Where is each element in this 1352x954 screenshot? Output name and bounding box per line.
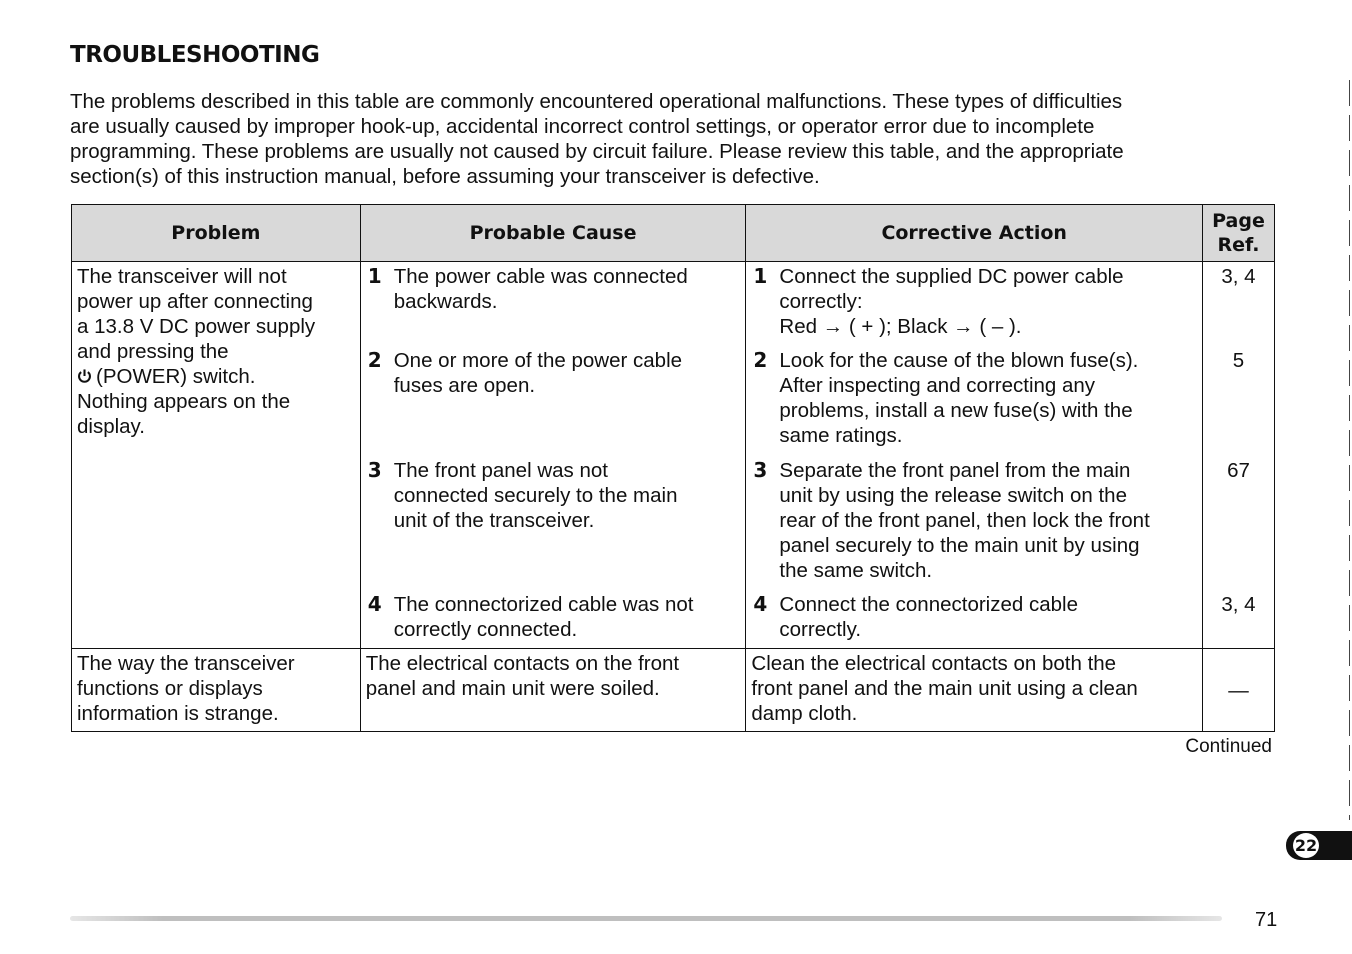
problem-line: functions or displays xyxy=(77,677,263,700)
intro-line: are usually caused by improper hook-up, accidental incorrect control settings, or operator error due to incomplete xyxy=(70,115,1095,138)
intro-line: programming. These problems are usually not caused by circuit failure. Please review this table, and the appropriate xyxy=(70,140,1124,163)
action-line: correctly: xyxy=(779,290,863,313)
chapter-number-badge: 22 xyxy=(1293,833,1319,858)
header-problem: Problem xyxy=(72,205,361,262)
action-line: rear of the front panel, then lock the front xyxy=(779,509,1150,532)
page-ref-cell: 3, 4 xyxy=(1202,262,1274,347)
problem-line: information is strange. xyxy=(77,702,279,725)
action-cell xyxy=(746,649,1203,732)
item-number: 2 xyxy=(367,348,382,372)
problem-line: and pressing the xyxy=(77,340,229,363)
problem-line: power up after connecting xyxy=(77,290,313,313)
action-line: Look for the cause of the blown fuse(s). xyxy=(779,349,1139,372)
action-line: Separate the front panel from the main xyxy=(779,459,1131,482)
page-ref-cell: — xyxy=(1202,649,1274,732)
cause-cell xyxy=(360,262,746,347)
action-cell xyxy=(746,262,1203,347)
power-icon xyxy=(77,368,92,384)
problem-line: a 13.8 V DC power supply xyxy=(77,315,316,338)
action-line: front panel and the main unit using a clean xyxy=(751,677,1138,700)
action-line: correctly. xyxy=(779,618,862,641)
problem-cell xyxy=(72,649,361,732)
power-switch-label: (POWER) switch. xyxy=(96,365,256,388)
page-ref-cell: 5 xyxy=(1202,346,1274,456)
cause-line: panel and main unit were soiled. xyxy=(365,677,660,700)
action-cell xyxy=(746,456,1203,590)
table-row xyxy=(72,262,1275,347)
header-page-ref xyxy=(1202,205,1274,262)
footer-divider xyxy=(70,916,1222,921)
problem-line-power xyxy=(77,364,355,389)
chapter-index-rule xyxy=(1349,80,1350,820)
item-number: 1 xyxy=(753,264,768,288)
table-header-row xyxy=(72,205,1275,262)
intro-paragraph xyxy=(70,89,1275,189)
table-row xyxy=(72,649,1275,732)
cause-line: unit of the transceiver. xyxy=(393,509,595,532)
item-number: 3 xyxy=(367,458,382,482)
action-line: Clean the electrical contacts on both the xyxy=(751,652,1117,675)
intro-line: The problems described in this table are commonly encountered operational malfunctions. These types of difficulties xyxy=(70,90,1123,113)
intro-line: section(s) of this instruction manual, before assuming your transceiver is defective. xyxy=(70,165,820,188)
action-line: problems, install a new fuse(s) with the xyxy=(779,399,1133,422)
page-number: 71 xyxy=(1255,909,1278,931)
cause-line: One or more of the power cable xyxy=(393,349,683,372)
action-line: unit by using the release switch on the xyxy=(779,484,1127,507)
page-title: TROUBLESHOOTING xyxy=(70,42,320,68)
action-cell xyxy=(746,590,1203,649)
page-ref-cell: 3, 4 xyxy=(1202,590,1274,649)
problem-line: The way the transceiver xyxy=(77,652,295,675)
action-line: the same switch. xyxy=(779,559,933,582)
cause-cell xyxy=(360,649,746,732)
problem-line: Nothing appears on the xyxy=(77,390,291,413)
action-line: panel securely to the main unit by using xyxy=(779,534,1140,557)
problem-cell xyxy=(72,262,361,649)
header-probable-cause: Probable Cause xyxy=(360,205,746,262)
cause-line: backwards. xyxy=(393,290,498,313)
problem-line: display. xyxy=(77,415,145,438)
item-number: 3 xyxy=(753,458,768,482)
action-line: damp cloth. xyxy=(751,702,858,725)
cause-line: The electrical contacts on the front xyxy=(365,652,680,675)
cause-line: fuses are open. xyxy=(393,374,536,397)
cause-line: The front panel was not xyxy=(393,459,608,482)
cause-line: The power cable was connected xyxy=(393,265,688,288)
item-number: 1 xyxy=(367,264,382,288)
action-cell xyxy=(746,346,1203,456)
cause-line: The connectorized cable was not xyxy=(393,593,694,616)
item-number: 4 xyxy=(367,592,382,616)
troubleshooting-table xyxy=(71,204,1275,732)
cause-line: connected securely to the main xyxy=(393,484,678,507)
page-ref-cell: 67 xyxy=(1202,456,1274,590)
action-line: Connect the connectorized cable xyxy=(779,593,1078,616)
item-number: 4 xyxy=(753,592,768,616)
cause-line: correctly connected. xyxy=(393,618,578,641)
cause-cell xyxy=(360,346,746,456)
continued-label: Continued xyxy=(1185,736,1272,757)
header-page-ref-line1: Page xyxy=(1212,210,1265,232)
action-line: Red → ( + ); Black → ( – ). xyxy=(779,315,1022,338)
header-corrective-action: Corrective Action xyxy=(746,205,1203,262)
item-number: 2 xyxy=(753,348,768,372)
cause-cell xyxy=(360,590,746,649)
action-line: After inspecting and correcting any xyxy=(779,374,1096,397)
problem-line: The transceiver will not xyxy=(77,265,287,288)
action-line: same ratings. xyxy=(779,424,903,447)
cause-cell xyxy=(360,456,746,590)
action-line: Connect the supplied DC power cable xyxy=(779,265,1124,288)
header-page-ref-line2: Ref. xyxy=(1217,234,1260,256)
